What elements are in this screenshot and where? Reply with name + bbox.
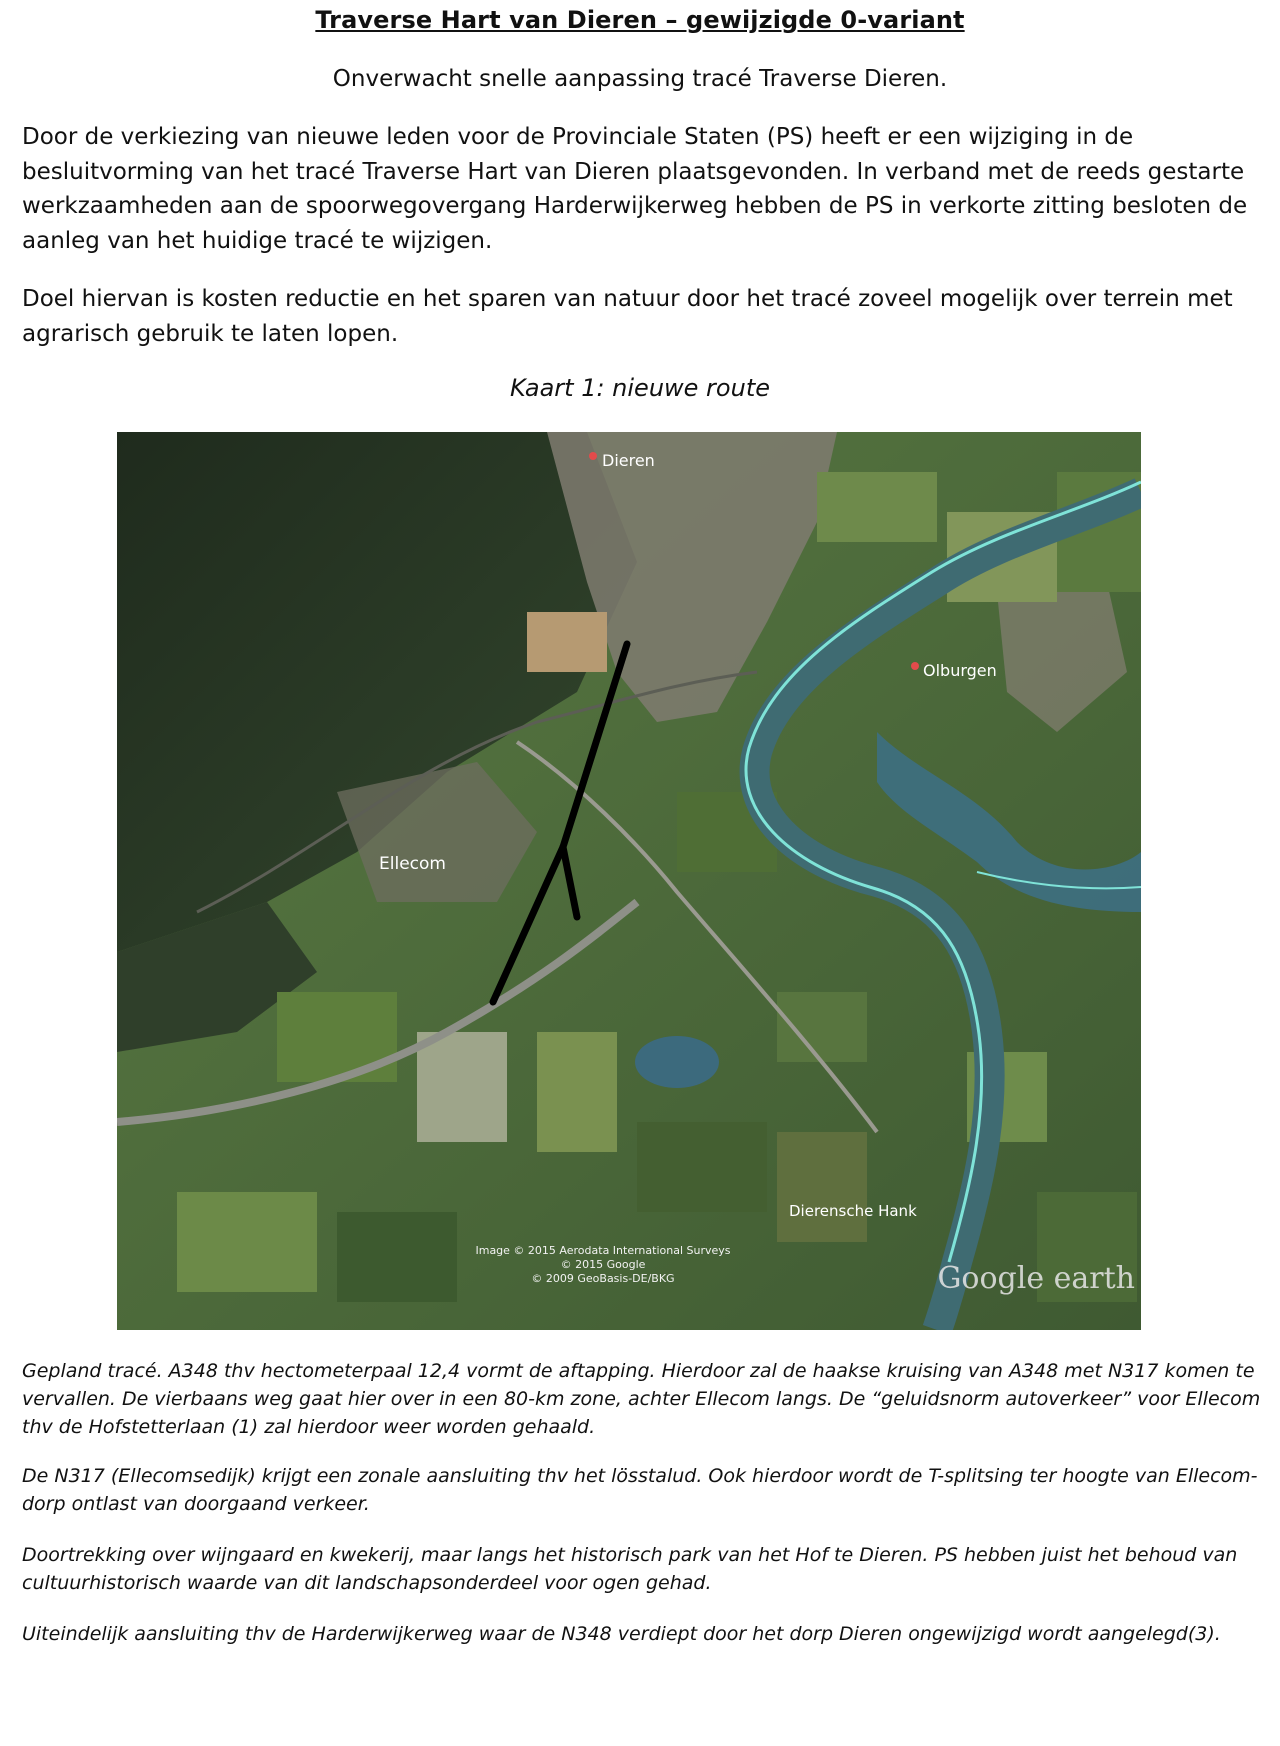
map-credit-line: Image © 2015 Aerodata International Surveys bbox=[475, 1244, 731, 1257]
map-credit-line: © 2009 GeoBasis-DE/BKG bbox=[531, 1272, 675, 1285]
satellite-map bbox=[117, 432, 1141, 1330]
field-patch bbox=[537, 1032, 617, 1152]
field-patch bbox=[817, 472, 937, 542]
pin-icon bbox=[911, 662, 919, 670]
note-paragraph: Uiteindelijk aansluiting thv de Harderwijkerweg waar de N348 verdiept door het dorp Dieren ongewijzigd wordt aangelegd(3). bbox=[22, 1623, 1221, 1645]
field-patch bbox=[417, 1032, 507, 1142]
field-patch bbox=[177, 1192, 317, 1292]
field-patch bbox=[527, 612, 607, 672]
place-label-ellecom: Ellecom bbox=[379, 854, 446, 874]
goal-paragraph: Doel hiervan is kosten reductie en het sparen van natuur door het tracé zoveel mogelijk over terrein met agrarisch gebruik te laten lopen. bbox=[22, 286, 1233, 347]
intro-paragraph: Door de verkiezing van nieuwe leden voor de Provinciale Staten (PS) heeft er een wijziging in de besluitvorming van het tracé Traverse Hart van Dieren plaatsgevonden. In verband met de reeds gestarte werkzaamheden aan de spoorwegovergang Harderwijkerweg hebben de PS in verkorte zitting besloten de aanleg van het huidige tracé te wijzigen. bbox=[22, 124, 1248, 254]
field-patch bbox=[777, 1132, 867, 1242]
document-subtitle: Onverwacht snelle aanpassing tracé Traverse Dieren. bbox=[332, 66, 948, 92]
note-paragraph: De N317 (Ellecomsedijk) krijgt een zonale aansluiting thv het lösstalud. Ook hierdoor wordt de T-splitsing ter hoogte van Ellecom-dorp ontlast van doorgaand verkeer. bbox=[22, 1465, 1258, 1515]
lake bbox=[635, 1036, 719, 1088]
field-patch bbox=[637, 1122, 767, 1212]
place-label-dieren: Dieren bbox=[602, 451, 655, 470]
google-earth-logo: Google earth bbox=[937, 1261, 1135, 1296]
document-title: Traverse Hart van Dieren – gewijzigde 0-variant bbox=[315, 6, 965, 34]
place-label-hank: Dierensche Hank bbox=[789, 1202, 917, 1220]
note-paragraph: Doortrekking over wijngaard en kwekerij, maar langs het historisch park van het Hof te Dieren. PS hebben juist het behoud van cultuurhistorisch waarde van dit landschapsonderdeel voor ogen gehad. bbox=[22, 1544, 1238, 1594]
field-patch bbox=[337, 1212, 457, 1302]
pin-icon bbox=[589, 452, 597, 460]
field-patch bbox=[277, 992, 397, 1082]
place-label-olburgen: Olburgen bbox=[923, 661, 997, 680]
note-paragraph: Gepland tracé. A348 thv hectometerpaal 12,4 vormt de aftapping. Hierdoor zal de haakse kruising van A348 met N317 komen te vervallen. De vierbaans weg gaat hier over in een 80-km zone, achter Ellecom langs. De “geluidsnorm autoverkeer” voor Ellecom thv de Hofstetterlaan (1) zal hierdoor weer worden gehaald. bbox=[22, 1360, 1261, 1438]
map-credit-line: © 2015 Google bbox=[560, 1258, 646, 1271]
map-caption: Kaart 1: nieuwe route bbox=[509, 374, 770, 402]
